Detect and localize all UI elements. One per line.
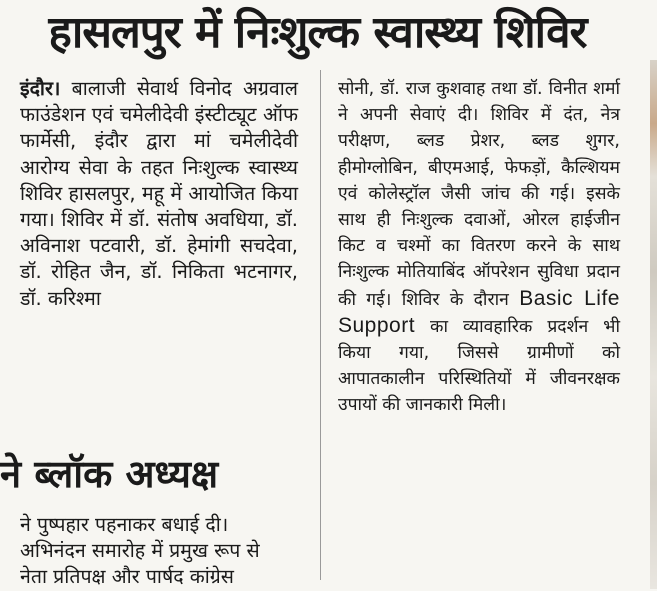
article-body-text: सोनी, डॉ. राज कुशवाह तथा डॉ. विनीत शर्मा ने अपनी सेवाएं दी। शिविर में दंत, नेत्र परीक्षण, ब्लड प्रेशर, ब्लड शुगर, हीमोग्लोबिन, बीएमआई, फेफड़ों, कैल्शियम एवं कोलेस्ट्रॉल जैसी जांच की गई। इसके साथ ही निःशुल्क दवाओं, ओरल हाईजीन किट व चश्मों का वितरण करने के साथ निःशुल्क मोतियाबिंद ऑपरेशन सुविधा प्रदान की गई। शिविर के दौरान (338, 79, 620, 310)
second-article-line: अभिनंदन समारोह में प्रमुख रूप से (20, 539, 260, 563)
article-paragraph (20, 76, 298, 312)
dateline: इंदौर। (20, 77, 61, 100)
article-column-right (338, 76, 620, 419)
second-article-line: नेता प्रतिपक्ष और पार्षद कांग्रेस (20, 565, 234, 589)
article-paragraph (338, 76, 620, 419)
article-column-left (20, 76, 298, 312)
adjacent-page-edge (650, 60, 657, 589)
second-article-column (20, 512, 298, 591)
second-article-headline: ने ब्लॉक अध्यक्ष (0, 452, 219, 496)
english-term: Basic Life Support (338, 286, 620, 337)
column-divider (320, 70, 321, 580)
article-body-text: बालाजी सेवार्थ विनोद अग्रवाल फाउंडेशन एवं चमेलीदेवी इंस्टीट्यूट ऑफ फार्मेसी, इंदौर द्वारा मां चमेलीदेवी आरोग्य सेवा के तहत निःशुल्क स्वास्थ्य शिविर हासलपुर, महू में आयोजित किया गया। शिविर में डॉ. संतोष अवधिया, डॉ. अविनाश पटवारी, डॉ. हेमांगी सचदेवा, डॉ. रोहित जैन, डॉ. निकिता भटनागर, डॉ. करिश्मा (20, 77, 298, 310)
article-body-text-continued: का व्यावहारिक प्रदर्शन भी किया गया, जिससे ग्रामीणों को आपातकालीन परिस्थितियों में जीवनरक्षक उपायों की जानकारी मिली। (338, 316, 620, 416)
article-headline: हासलपुर में निःशुल्क स्वास्थ्य शिविर (48, 7, 587, 58)
second-article-line: ने पुष्पहार पहनाकर बधाई दी। (20, 513, 229, 536)
